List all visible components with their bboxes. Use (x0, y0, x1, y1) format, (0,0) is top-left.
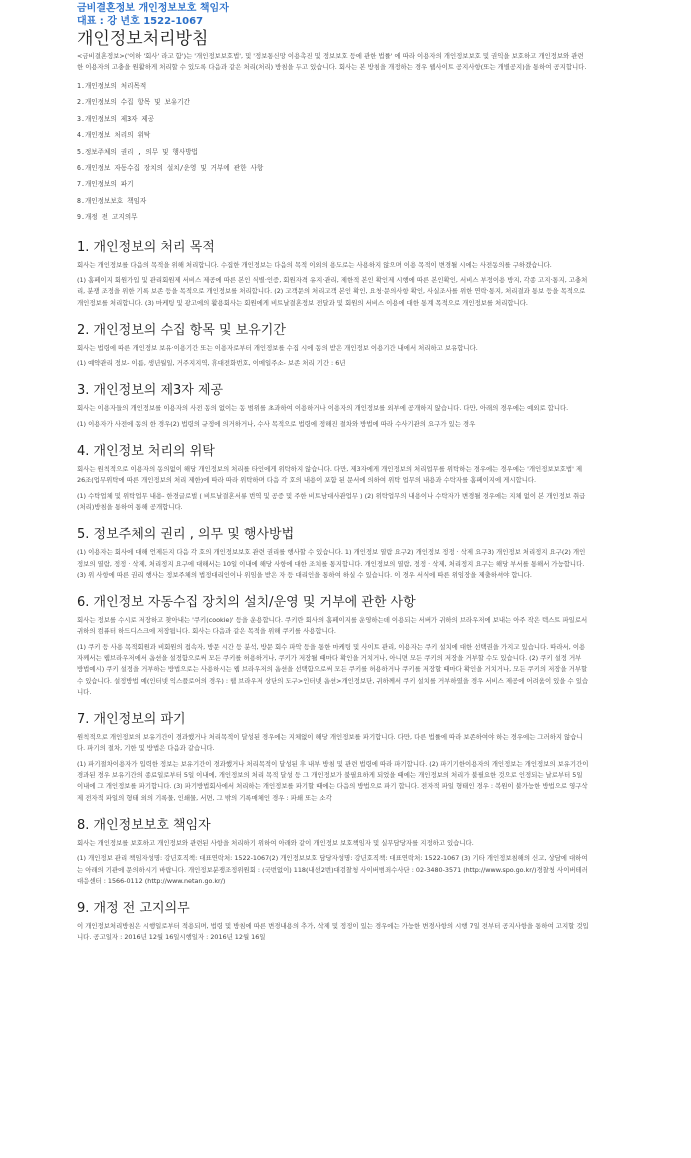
toc-item-6: 6.개인정보 자동수집 장치의 설치/운영 및 거부에 관한 사항 (77, 164, 264, 173)
section-body: 회사는 원칙적으로 이용자의 동의없이 해당 개인정보의 처리를 타인에게 위탁하지 않습니다. 다만, 제3자에게 개인정보의 처리업무를 위탁하는 경우에는 경우에는 '개인정보보호법' 제26조(업무위탁에 따른 개인정보의 처리 제한)에 따라 따라 위탁하며 다음 각 호의 내용이 포함 된 문서에 의하여 위탁 업무의 내용과 수탁자를 홈페이지에 게시합니다. (77, 465, 583, 485)
section-body: (1) 이용자는 회사에 대해 언제든지 다음 각 호의 개인정보보호 관련 권리를 행사할 수 있습니다. 1) 개인정보 열람 요구2) 개인정보 정정 · 삭제 요구3) 개인정보 처리정지 요구(2) 개인정보의 열람, 정정 · 삭제, 처리정지 요구에 대해서는 10일 이내에 해당 사항에 대한 조치를 통지합니다. 개인정보의 열람, 정정 · 삭제, 처리정지 요구는 해당 부서를 통해서 가능합니다. (3) 위 사항에 따른 권리 행사는 정보주체의 법정대리인이나 위임을 받은 자 등 대리인을 통하여 하실 수 있습니다. 이 경우 서식에 따른 위임장을 제출하셔야 합니다. (77, 548, 586, 579)
section-detail: (1) 쿠키 등 사용 목적회원과 비회원의 접속자, 방문 시간 등 분석, 방문 회수 파악 등을 통한 마케팅 및 사이트 관리, 이용자는 쿠키 설치에 대한 선택권을 가지고 있습니다. 따라서, 이용자께서는 웹브라우저에서 옵션을 설정함으로써 모든 쿠키를 허용하거나, 쿠키가 저장될 때마다 확인을 거치거나, 아니면 모든 쿠키의 저장을 거부할 수도 있습니다. (2) 쿠키 설정 거부 방법예시) 쿠키 설정을 거부하는 방법으로는 사용하시는 웹 브라우저의 옵션을 선택함으로써 모든 쿠키를 허용하거나 쿠키를 저장할 때마다 확인을 거치거나, 모든 쿠키의 저장을 거부할 수 있습니다. 설정방법 예(인터넷 익스플로어의 경우) : 웹 브라우저 상단의 도구>인터넷 옵션>개인정보단, 귀하께서 쿠키 설치를 거부하였을 경우 서비스 제공에 어려움이 있을 수 있습니다. (77, 642, 589, 696)
section-heading: 5. 정보주체의 권리 , 의무 및 행사방법 (77, 527, 295, 543)
section-heading: 4. 개인정보 처리의 위탁 (77, 444, 215, 460)
section-body: 회사는 법령에 따른 개인정보 보유·이용기간 또는 이용자로부터 개인정보를 수집 시에 동의 받은 개인정보 이용기간 내에서 처리하고 보유합니다. (77, 343, 478, 352)
section-officer (77, 818, 589, 887)
section-body: 회사는 이용자들의 개인정보를 이용자의 사전 동의 없이는 동 범위를 초과하여 이용하거나 이용자의 개인정보를 외부에 공개하지 않습니다. 다만, 아래의 경우에는 예외로 합니다. (77, 404, 569, 413)
toc-item-7: 7.개인정보의 파기 (77, 180, 134, 189)
section-heading: 2. 개인정보의 수집 항목 및 보유기간 (77, 322, 286, 338)
section-heading: 3. 개인정보의 제3자 제공 (77, 383, 224, 399)
section-heading: 9. 개정 전 고지의무 (77, 901, 190, 917)
toc-item-3: 3.개인정보의 제3자 제공 (77, 114, 155, 123)
section-body: 원칙적으로 개인정보의 보유기간이 경과했거나 처리목적이 달성된 경우에는 지체없이 해당 개인정보를 파기합니다. 다만, 다른 법률에 따라 보존하여야 하는 경우에는 그러하지 않습니다. 파기의 절차, 기한 및 방법은 다음과 같습니다. (77, 733, 583, 753)
privacy-policy-document (77, 0, 589, 947)
section-detail: (1) 개인정보 관리 책임자성명: 강년호직책: 대표연락처: 1522-1067(2) 개인정보보호 담당자성명: 강년호직책: 대표연락처: 1522-1067 (3) 기타 개인정보침해의 신고, 상담에 대하여는 아래의 기관에 문의하시기 바랍니다. 개인정보분쟁조정위원회 : (국번없이) 118(내선2번)대검찰청 사이버범죄수사단 : 02-3480-3571 (http://www.spo.go.kr/)경찰청 사이버테러대응센터 : 1566-0112 (http://www.netan.go.kr/) (77, 854, 588, 885)
section-third-party (77, 383, 589, 430)
section-collected-items (77, 323, 589, 370)
section-processing-purpose (77, 240, 589, 309)
section-detail: (1) 예약관리 정보- 이름, 생년월일, 거주지지역, 휴대전화번호, 이메일주소- 보존 처리 기간 : 6년 (77, 359, 346, 368)
section-heading: 8. 개인정보보호 책임자 (77, 817, 211, 833)
page-title: 개인정보처리방침 (77, 29, 209, 49)
section-notice-duty (77, 901, 589, 944)
company-header: 금비결혼정보 개인정보보호 책임자 (77, 3, 229, 14)
section-body: 회사는 정보를 수시로 저장하고 찾아내는 '쿠키(cookie)' 등을 운용합니다. 쿠키란 회사의 홈페이지를 운영하는데 이용되는 서버가 귀하의 브라우저에 보내는 아주 작은 텍스트 파일로서 귀하의 컴퓨터 하드디스크에 저장됩니다. 회사는 다음과 같은 목적을 위해 쿠키를 사용합니다. (77, 616, 588, 636)
section-detail: (1) 수탁업체 및 위탁업무 내용- 한경글로벌 ( 비트날결혼서류 번역 및 공증 및 주한 비트남대사관업무 ) (2) 위탁업무의 내용이나 수탁자가 변경될 경우에는 지체 없이 본 개인정보 취급(처리)방침을 통하여 통해 공개합니다. (77, 491, 586, 511)
section-body: 이 개인정보처리방침은 시행일로부터 적용되며, 법령 및 방침에 따른 변경내용의 추가, 삭제 및 정정이 있는 경우에는 가능한 변경사항의 시행 7일 전부터 공지사항을 통하여 고지할 것입니다. 공고일자 : 2016년 12월 16일시행일자 : 2016년 12월 16일 (77, 922, 589, 942)
section-destruction (77, 712, 589, 804)
toc-item-9: 9.개정 전 고지의무 (77, 213, 138, 222)
section-body: 회사는 개인정보를 다음의 목적을 위해 처리합니다. 수집한 개인정보는 다음의 목적 이외의 용도로는 사용하지 않으며 이용 목적이 변경될 시에는 사전동의를 구하겠습니다. (77, 260, 552, 269)
section-detail: (1) 이용자가 사전에 동의 한 경우(2) 법령의 규정에 의거하거나, 수사 목적으로 법령에 정해진 절차와 방법에 따라 수사기관의 요구가 있는 경우 (77, 419, 476, 428)
intro-paragraph: <금비결혼정보>('이하 '회사' 라고 함')는 '개인정보보호법', 및 '정보통신망 이용촉진 및 정보보호 등에 관한 법률' 에 따라 이용자의 개인정보보호 및 권익을 보호하고 개인정보와 관련한 이용자의 고충을 원활하게 처리할 수 있도록 다음과 같은 처리(처리) 방침을 두고 있습니다. 회사는 본 방침을 개정하는 경우 웹사이트 공지사항(또는 개별공지)을 통하여 공지합니다. (77, 52, 587, 71)
section-heading: 7. 개인정보의 파기 (77, 712, 186, 728)
section-detail: (1) 홈페이지 회원가입 및 관리회원제 서비스 제공에 따른 본인 식별·인증, 회원자격 유지·관리, 제한적 본인 확인제 시행에 따른 본인확인, 서비스 부정이용 방지, 각종 고지·통지, 고충처리, 분쟁 조정을 위한 기록 보존 등을 목적으로 개인정보를 처리합니다. (2) 고객문의 처리고객 본인 확인, 요청·문의사항 확인, 사실조사를 위한 연락·통지, 처리결과 통보 등을 목적으로 개인정보를 처리합니다. (3) 마케팅 및 광고에의 활용회사는 회원에게 비트날결혼정보 전달과 및 회원의 서비스 이용에 대한 통계 목적으로 개인정보를 처리합니다. (77, 275, 588, 307)
toc-item-5: 5.정보주체의 권리 , 의무 및 행사방법 (77, 147, 198, 156)
table-of-contents (77, 78, 589, 226)
section-cookies (77, 595, 589, 698)
toc-item-4: 4.개인정보 처리의 위탁 (77, 131, 151, 140)
section-heading: 1. 개인정보의 처리 목적 (77, 239, 215, 255)
representative-header: 대표 : 강 년호 1522-1067 (77, 16, 204, 27)
toc-item-8: 8.개인정보보호 책임자 (77, 196, 147, 205)
toc-item-1: 1.개인정보의 처리목적 (77, 82, 147, 90)
section-detail: (1) 파기절차이용자가 입력한 정보는 보유기간이 경과했거나 처리목적이 달성된 후 내부 방침 및 관련 법령에 따라 파기합니다. (2) 파기기한이용자의 개인정보는 개인정보의 보유기간이 경과된 경우 보유기간의 종료일로부터 5일 이내에, 개인정보의 처리 목적 달성 등 그 개인정보가 불필요하게 되었을 때에는 개인정보의 처리가 불필요한 것으로 인정되는 날로부터 5일 이내에 그 개인정보를 파기합니다. (3) 파기방법회사에서 처리하는 개인정보를 파기할 때에는 다음의 방법으로 파기 합니다. 전자적 파일 형태인 경우 : 복원이 불가능한 방법으로 영구삭제 전자적 파일의 형태 외의 기록물, 인쇄물, 서면, 그 밖의 기록매체인 경우 : 파쇄 또는 소각 (77, 759, 589, 802)
section-rights (77, 527, 589, 581)
toc-item-2: 2.개인정보의 수집 항목 및 보유기간 (77, 98, 190, 107)
section-body: 회사는 개인정보를 보호하고 개인정보와 관련된 사항을 처리하기 위하여 아래와 같이 개인정보 보호책임자 및 실무담당자를 지정하고 있습니다. (77, 838, 474, 847)
section-outsourcing (77, 444, 589, 513)
section-heading: 6. 개인정보 자동수집 장치의 설치/운영 및 거부에 관한 사항 (77, 595, 416, 611)
